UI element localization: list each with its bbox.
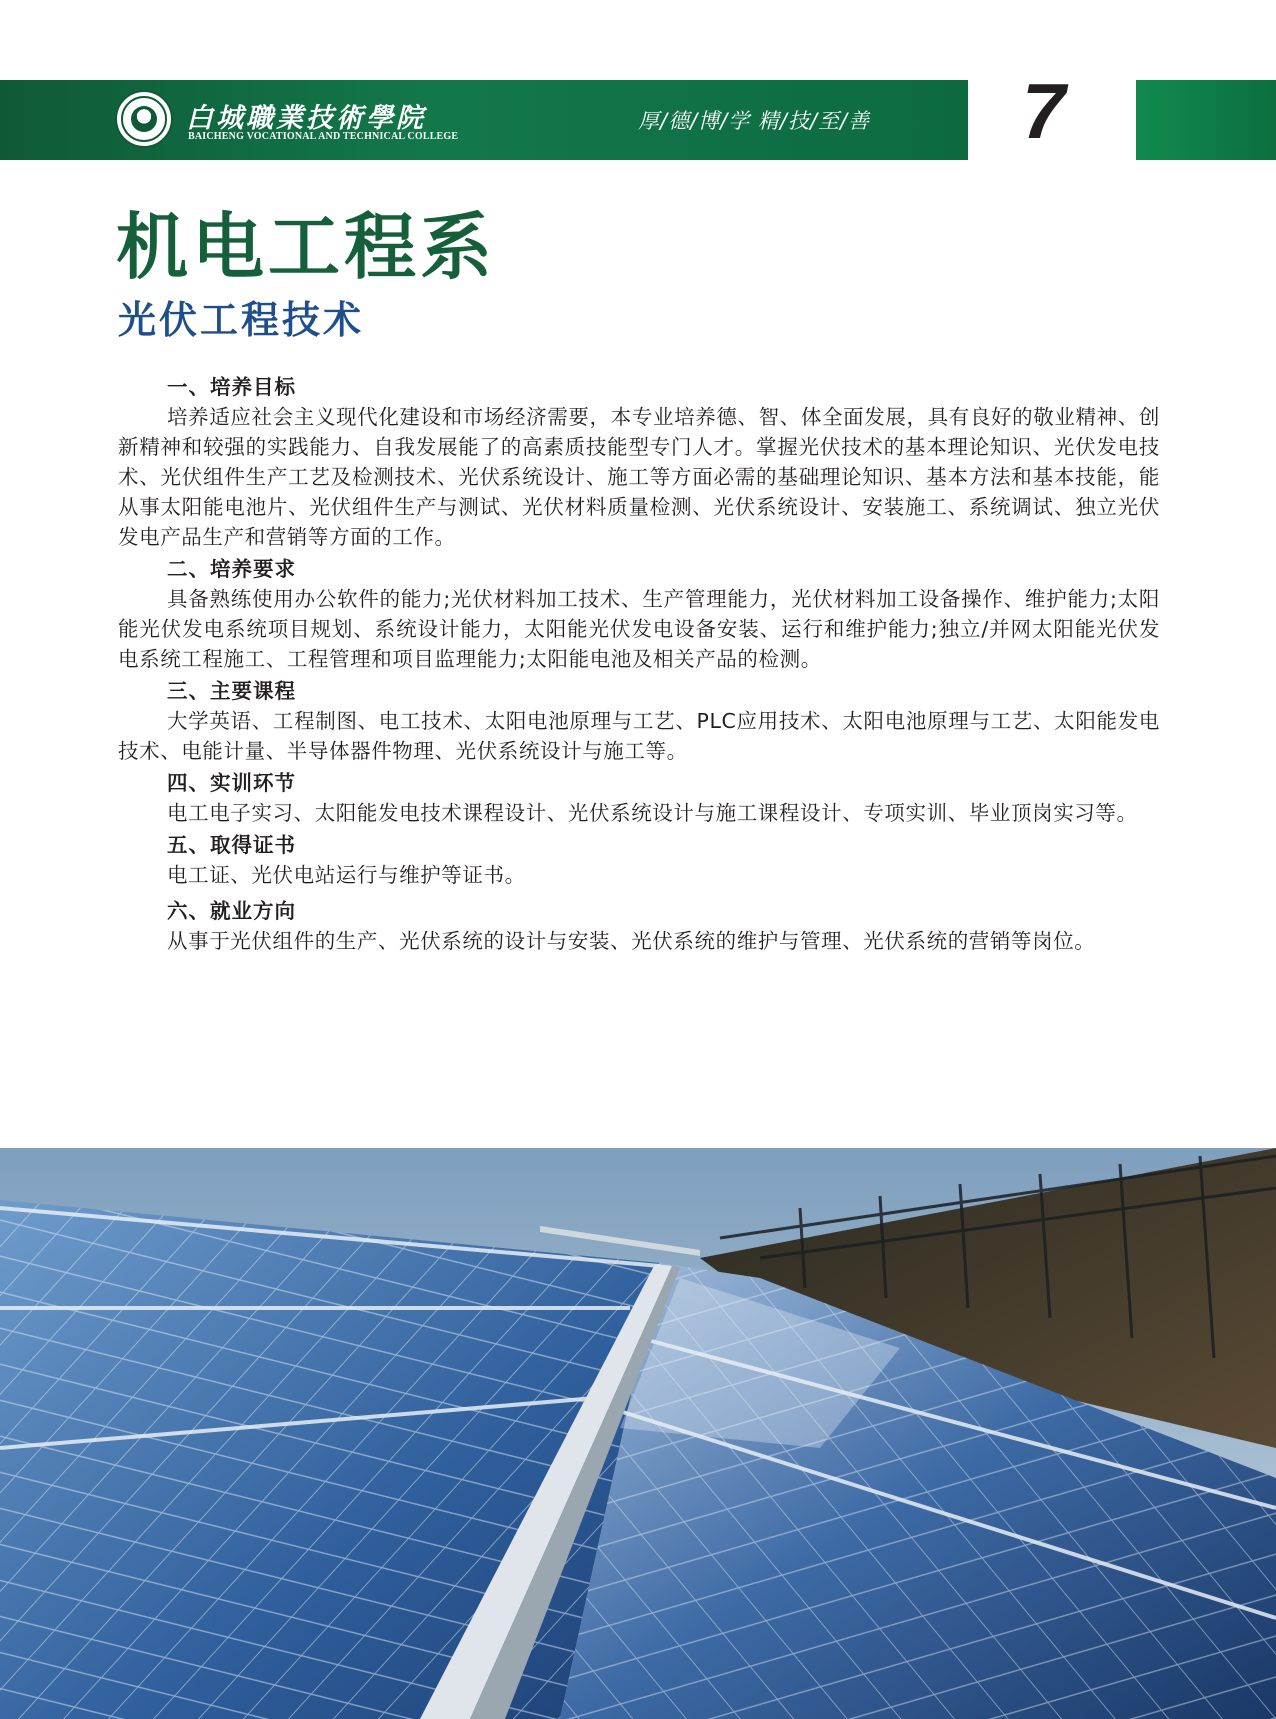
section-body-requirements: 具备熟练使用办公软件的能力;光伏材料加工技术、生产管理能力，光伏材料加工设备操作、维护能力;太阳能光伏发电系统项目规划、系统设计能力，太阳能光伏发电设备安装、运行和维护能力;独立/并网太阳能光伏发电系统工程施工、工程管理和项目监理能力;太阳能电池及相关产品的检测。 [118, 587, 1160, 671]
college-name-cn: 白城職業技術學院 [186, 103, 426, 134]
section-heading-certificates: 五、取得证书 [167, 833, 296, 857]
college-logo-icon [115, 90, 173, 148]
college-motto: 厚/德/博/学 精/技/至/善 [638, 109, 871, 133]
page-number: 7 [1022, 67, 1066, 155]
program-description [118, 372, 1160, 958]
section-body-certificates: 电工证、光伏电站运行与维护等证书。 [167, 863, 526, 887]
section-heading-courses: 三、主要课程 [167, 679, 296, 703]
section-heading-requirements: 二、培养要求 [167, 557, 296, 581]
section-body-goals: 培养适应社会主义现代化建设和市场经济需要，本专业培养德、智、体全面发展，具有良好的敬业精神、创新精神和较强的实践能力、自我发展能了的高素质技能型专门人才。掌握光伏技术的基本理论知识、光伏发电技术、光伏组件生产工艺及检测技术、光伏系统设计、施工等方面必需的基础理论知识、基本方法和基本技能，能从事太阳能电池片、光伏组件生产与测试、光伏材料质量检测、光伏系统设计、安装施工、系统调试、独立光伏发电产品生产和营销等方面的工作。 [118, 405, 1160, 549]
section-heading-careers: 六、就业方向 [167, 899, 296, 923]
department-title: 机电工程系 [116, 205, 497, 289]
section-heading-training: 四、实训环节 [167, 771, 296, 795]
section-body-careers: 从事于光伏组件的生产、光伏系统的设计与安装、光伏系统的维护与管理、光伏系统的营销等岗位。 [167, 929, 1096, 953]
section-body-training: 电工电子实习、太阳能发电技术课程设计、光伏系统设计与施工课程设计、专项实训、毕业顶岗实习等。 [167, 801, 1138, 825]
solar-panel-illustration [0, 1148, 1276, 1719]
header-accent-block [1136, 80, 1276, 160]
section-body-courses: 大学英语、工程制图、电工技术、太阳电池原理与工艺、PLC应用技术、太阳电池原理与工艺、太阳能发电技术、电能计量、半导体器件物理、光伏系统设计与施工等。 [118, 709, 1160, 763]
section-heading-goals: 一、培养目标 [167, 375, 296, 399]
solar-panel-photo [0, 1148, 1276, 1719]
major-title: 光伏工程技术 [118, 298, 365, 342]
college-name-en: BAICHENG VOCATIONAL AND TECHNICAL COLLEGE [188, 131, 459, 142]
logo-core [131, 106, 157, 132]
